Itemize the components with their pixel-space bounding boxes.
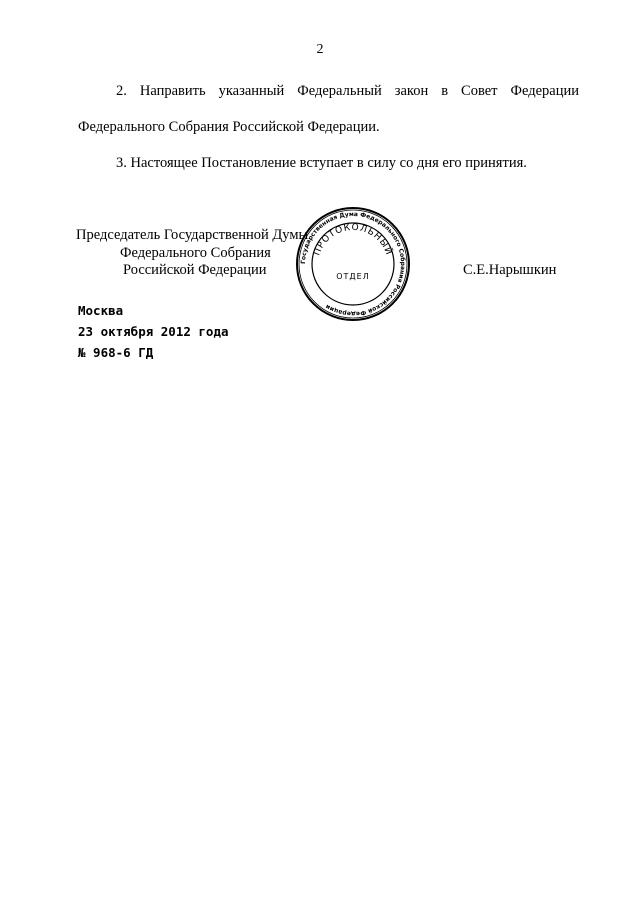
page-number: 2 <box>316 42 324 57</box>
stamp-inner-bottom-text: ОТДЕЛ <box>336 272 370 281</box>
paragraph-2-line-2: Федерального Собрания Российской Федерации. <box>78 119 380 135</box>
signatory-title-line-2: Федерального Собрания <box>120 245 271 261</box>
signatory-title-line-3: Российской Федерации <box>123 262 267 278</box>
document-city: Москва <box>78 303 124 318</box>
document-number: № 968-6 ГД <box>78 345 154 360</box>
stamp-inner-top-path: ПРОТОКОЛЬНЫЙ <box>312 222 394 258</box>
document-date: 23 октября 2012 года <box>78 324 229 339</box>
signatory-title-line-1: Председатель Государственной Думы <box>76 227 309 243</box>
signatory-name: С.Е.Нарышкин <box>463 262 557 278</box>
official-stamp-icon <box>294 205 412 323</box>
paragraph-2-line-1: 2. Направить указанный Федеральный закон в Совет Федерации <box>116 83 579 99</box>
stamp-outer-text-path: Государственная Дума Федерального Собрания Российской Федерации <box>299 210 407 318</box>
paragraph-3: 3. Настоящее Постановление вступает в силу со дня его принятия. <box>116 155 527 171</box>
